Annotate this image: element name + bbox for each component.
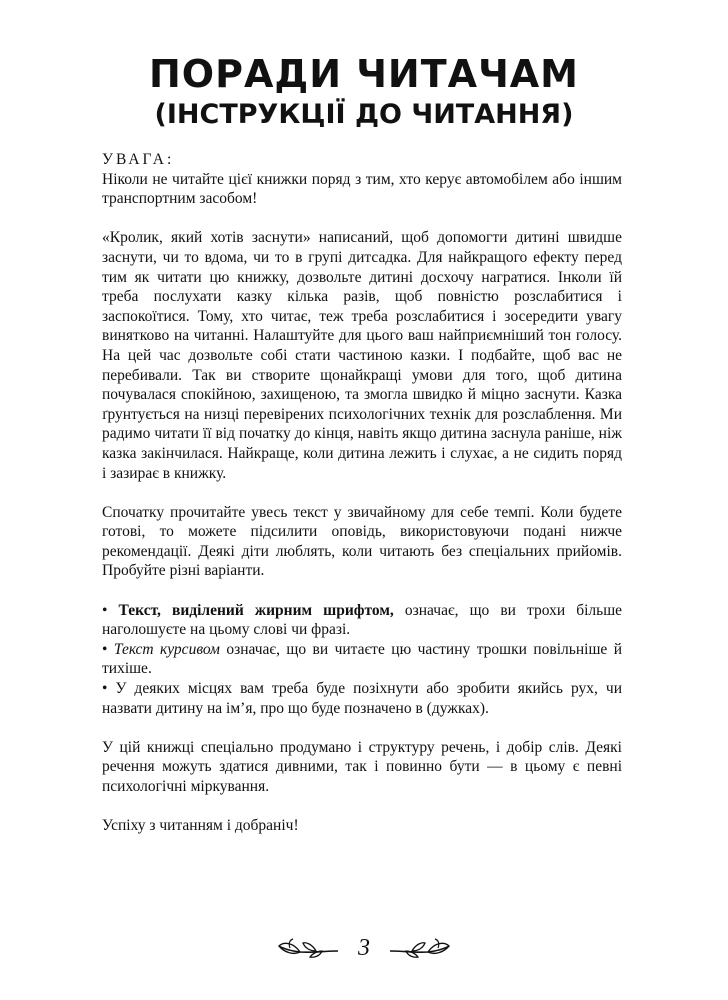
bullet-marker: •: [102, 640, 108, 658]
leaf-ornament-left-icon: [276, 935, 340, 961]
bullet-bold: [102, 601, 622, 640]
italic-example-text: Текст курсивом: [113, 640, 220, 658]
structure-paragraph: У цій книжці спеціально продумано і структуру речень, і добір слів. Деякі речення можуть здатися дивними, так і повинно бути — в цьому є певні психологічні міркування.: [102, 738, 622, 795]
italic-explanation: означає, що ви читаєте цю частину трошки повільніше й тихіше.: [102, 640, 622, 678]
warning-block: [102, 150, 622, 209]
page-footer: [0, 928, 728, 968]
closing-line: Успіху з читанням і добраніч!: [102, 817, 299, 835]
bullet-italic: [102, 640, 622, 679]
page-title: ПОРАДИ ЧИТАЧАМ: [148, 52, 579, 96]
warning-label: УВАГА:: [102, 151, 175, 168]
bullet-marker: •: [102, 601, 108, 619]
bullet-marker: •: [102, 680, 108, 698]
leaf-ornament-right-icon: [388, 935, 452, 961]
first-read-paragraph: Спочатку прочитайте увесь текст у звичайному для себе темпі. Коли будете готові, то можете підсилити оповідь, використовуючи подані нижче рекомендації. Деякі діти люблять, коли читають без спеціальних прийомів. Пробуйте різні варіанти.: [102, 503, 622, 580]
pause-explanation: У деяких місцях вам треба буде позіхнути або зробити якийсь рух, чи назвати дитину на ім’я, про що буде позначено в (дужках).: [102, 680, 623, 717]
page-number: 3: [358, 934, 370, 961]
bold-example-text: Текст, виділений жирним шрифтом,: [118, 601, 394, 619]
bold-explanation: означає, що ви трохи більше наголошуєте на цьому слові чи фразі.: [102, 601, 623, 639]
bullet-pause: [102, 679, 622, 718]
page-body: [102, 150, 622, 836]
intro-paragraph: «Кролик, який хотів заснути» написаний, щоб допомогти дитині швидше заснути, чи то вдома, чи то в групі дитсадка. Для найкращого ефекту перед тим як читати цю книжку, дозвольте дитині досхочу награтися. Інколи їй треба послухати казку кілька разів, щоб повністю розслабитися і заспокоїтися. Тому, хто читає, теж треба розслабитися і зосередити увагу винятково на читанні. Налаштуйте для цього ваш найприємніший тон голосу. На цей час дозвольте собі стати частиною казки. І подбайте, щоб вас не перебивали. Так ви створите щонайкращі умови для того, щоб дитина почувалася спокійною, захищеною, та змогла швидко й міцно заснути. Казка ґрунтується на низці перевірених психологічних технік для розслаблення. Ми радимо читати її від початку до кінця, навіть якщо дитина заснула раніше, ніж казка закінчилася. Найкраще, коли дитина лежить і слухає, а не сидить поряд і зазирає в книжку.: [102, 229, 622, 482]
page-subtitle: (ІНСТРУКЦІЇ ДО ЧИТАННЯ): [154, 99, 574, 130]
warning-text: Ніколи не читайте цієї книжки поряд з тим, хто керує автомобілем або іншим транспортним засобом!: [102, 170, 622, 208]
